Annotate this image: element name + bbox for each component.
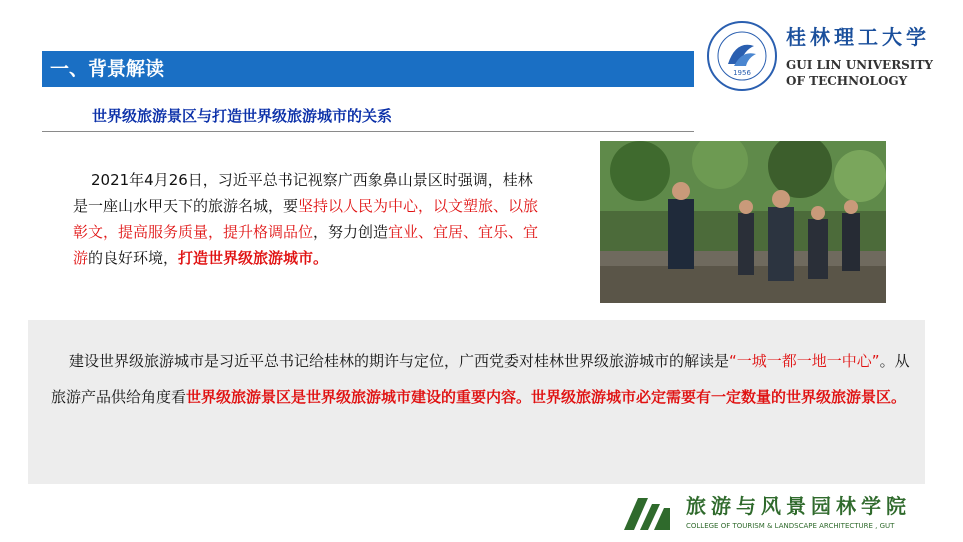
slide-subtitle: 世界级旅游景区与打造世界级旅游城市的关系	[92, 107, 393, 125]
subtitle-divider	[42, 131, 694, 132]
intro-paragraph	[73, 167, 543, 271]
interpretation-text-1: 建设世界级旅游城市是习近平总书记给桂林的期许与定位，广西党委对桂林世界级旅游城市的解读是	[69, 352, 730, 370]
inspection-photo	[600, 141, 886, 303]
intro-highlight-2: 宜业、宜居、宜乐、宜游	[73, 223, 539, 267]
interpretation-highlight-2: 世界级旅游景区是世界级旅游城市建设的重要内容。世界级旅游城市必定需要有一定数量的世界级旅游景区。	[186, 388, 907, 406]
university-name-en-line2: OF TECHNOLOGY	[786, 74, 908, 88]
college-logo-icon	[624, 498, 670, 530]
university-logo	[706, 20, 778, 92]
logo-year: 1956	[733, 69, 751, 77]
intro-highlight-3: 打造世界级旅游城市。	[178, 249, 329, 267]
intro-text-2: ，努力创造	[313, 223, 389, 241]
college-name-en: COLLEGE OF TOURISM & LANDSCAPE ARCHITECTURE , GUT	[686, 522, 895, 530]
interpretation-highlight-1: “一城一都一地一中心”	[729, 352, 880, 370]
interpretation-paragraph	[51, 343, 911, 415]
intro-text-3: 的良好环境，	[88, 249, 179, 267]
university-name-cn: 桂林理工大学	[786, 25, 930, 49]
college-name-cn: 旅游与风景园林学院	[686, 494, 911, 518]
intro-highlight-1: 坚持以人民为中心，以文塑旅、以旅彰文，提高服务质量，提升格调品位	[73, 197, 539, 241]
interpretation-text-2: 。从旅游产品供给角度看	[51, 352, 910, 406]
university-name-en-line1: GUI LIN UNIVERSITY	[786, 58, 933, 72]
section-title: 一、背景解读	[50, 58, 165, 80]
intro-text-1: 2021年4月26日，习近平总书记视察广西象鼻山景区时强调，桂林是一座山水甲天下的旅游名城，要	[73, 171, 533, 215]
